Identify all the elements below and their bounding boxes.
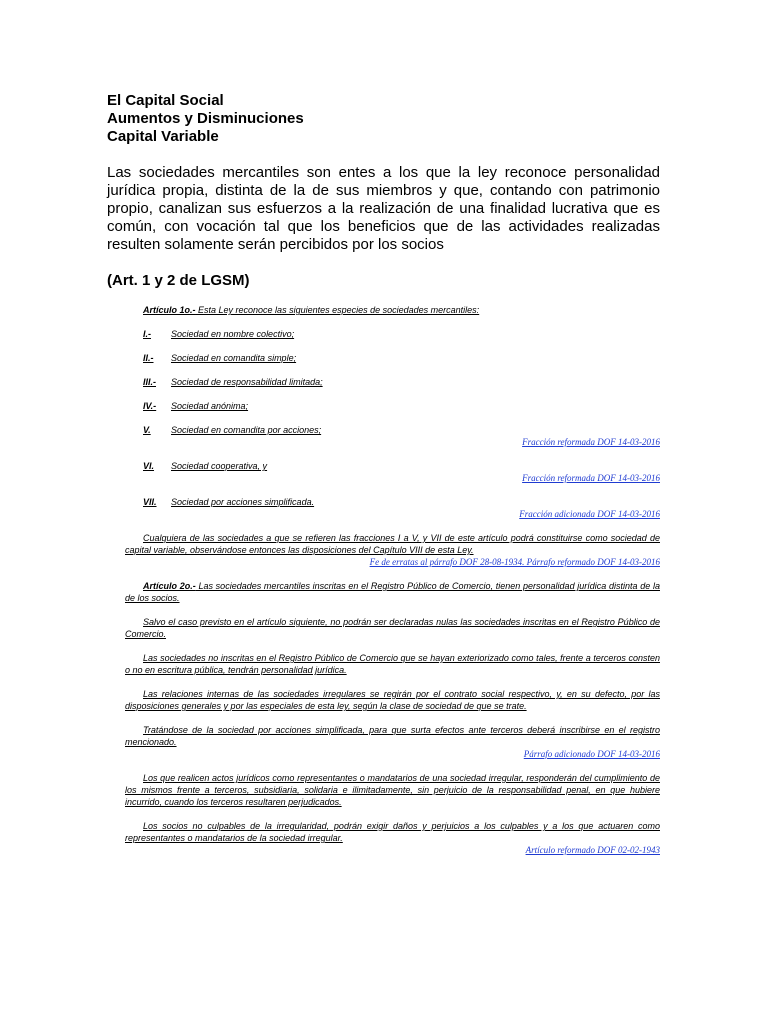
fraction-number: II.- — [143, 353, 154, 363]
paragraph-text: Las sociedades no inscritas en el Registro Público de Comercio que se hayan exteriorizado como tales, frente a terceros consten o no en escritura pública, tendrán personalidad jurídica. — [125, 653, 660, 675]
fraction-vii — [125, 496, 660, 508]
fraction-ii — [125, 352, 660, 364]
article-1-heading — [125, 304, 660, 316]
title-capital-variable: Capital Variable — [107, 128, 219, 145]
law-excerpt — [125, 304, 660, 856]
paragraph-salvo — [125, 616, 660, 640]
fraction-vi — [125, 460, 660, 472]
reform-link[interactable]: Fracción reformada DOF 14-03-2016 — [522, 473, 660, 483]
reform-link[interactable]: Fracción reformada DOF 14-03-2016 — [522, 437, 660, 447]
note-final[interactable] — [125, 844, 660, 856]
fraction-number: III.- — [143, 377, 156, 387]
paragraph-text: Las relaciones internas de las sociedades irregulares se regirán por el contrato social respectivo, y, en su defecto, por las disposiciones generales y por las especiales de esta ley, según la clase de sociedad de que se trate. — [125, 689, 660, 711]
fraction-number: IV.- — [143, 401, 157, 411]
paragraph-text: Tratándose de la sociedad por acciones simplificada, para que surta efectos ante terceros deberá inscribirse en el registro mencionado. — [125, 725, 660, 747]
article-2-text: Las sociedades mercantiles inscritas en el Registro Público de Comercio, tienen personalidad jurídica distinta de la de los socios. — [125, 581, 660, 603]
fraction-iii — [125, 376, 660, 388]
note-fraction-vii[interactable] — [125, 508, 660, 520]
note-tratandose[interactable] — [125, 748, 660, 760]
reform-link[interactable]: Párrafo adicionado DOF 14-03-2016 — [523, 749, 660, 759]
paragraph-text: Salvo el caso previsto en el artículo siguiente, no podrán ser declaradas nulas las sociedades inscritas en el Registro Público de Comercio. — [125, 617, 660, 639]
reform-link[interactable]: Artículo reformado DOF 02-02-1943 — [525, 845, 660, 855]
title-capital-social: El Capital Social — [107, 92, 224, 109]
reform-link[interactable]: Fe de erratas al párrafo DOF 28-08-1934. Párrafo reformado DOF 14-03-2016 — [369, 557, 660, 567]
paragraph-socios — [125, 820, 660, 844]
article-1-title: Artículo 1o.- — [143, 305, 196, 315]
intro-paragraph: Las sociedades mercantiles son entes a los que la ley reconoce personalidad jurídica propia, distinta de la de sus miembros y que, contando con patrimonio propio, canalizan sus esfuerzos a la realización de una finalidad lucrativa que es común, con vocación tal que los beneficios que de las actividades realizadas resulten solamente serán percibidos por los socios — [107, 164, 660, 253]
fraction-v — [125, 424, 660, 436]
fraction-text: Sociedad en comandita simple; — [171, 353, 297, 363]
reform-link[interactable]: Fracción adicionada DOF 14-03-2016 — [519, 509, 660, 519]
paragraph-realicen — [125, 772, 660, 808]
document-body — [107, 92, 660, 290]
fraction-text: Sociedad por acciones simplificada. — [171, 497, 315, 507]
fraction-number: VI. — [143, 461, 155, 471]
fraction-text: Sociedad cooperativa, y — [171, 461, 268, 471]
fraction-text: Sociedad en nombre colectivo; — [171, 329, 295, 339]
paragraph-text: Cualquiera de las sociedades a que se refieren las fracciones I a V, y VII de este artículo podrá constituirse como sociedad de capital variable, observándose entonces las disposiciones del Capítulo VIII de esta Ley. — [125, 533, 660, 555]
paragraph-relaciones — [125, 688, 660, 712]
note-cualquiera[interactable] — [125, 556, 660, 568]
note-fraction-v[interactable] — [125, 436, 660, 448]
paragraph-tratandose — [125, 724, 660, 748]
paragraph-text: Los socios no culpables de la irregularidad, podrán exigir daños y perjuicios a los culpables y a los que actuaren como representantes o mandatarios de la sociedad irregular. — [125, 821, 660, 843]
fraction-number: I.- — [143, 329, 151, 339]
note-fraction-vi[interactable] — [125, 472, 660, 484]
fraction-i — [125, 328, 660, 340]
paragraph-text: Los que realicen actos jurídicos como representantes o mandatarios de una sociedad irregular, responderán del cumplimiento de los mismos frente a terceros, subsidiaria, solidaria e ilimitadamente, sin perjuicio de la responsabilidad penal, en que hubiere incurrido, cuando los terceros resultaren perjudicados. — [125, 773, 660, 807]
article-reference: (Art. 1 y 2 de LGSM) — [107, 272, 250, 289]
fraction-number: VII. — [143, 497, 157, 507]
title-aumentos: Aumentos y Disminuciones — [107, 110, 304, 127]
article-1-text: Esta Ley reconoce las siguientes especies de sociedades mercantiles: — [195, 305, 480, 315]
fraction-text: Sociedad de responsabilidad limitada; — [171, 377, 323, 387]
article-2-title: Artículo 2o.- — [143, 581, 196, 591]
fraction-number: V. — [143, 425, 151, 435]
fraction-iv — [125, 400, 660, 412]
fraction-text: Sociedad anónima; — [171, 401, 249, 411]
fraction-text: Sociedad en comandita por acciones; — [171, 425, 322, 435]
paragraph-no-inscritas — [125, 652, 660, 676]
article-2-paragraph — [125, 580, 660, 604]
paragraph-cualquiera — [125, 532, 660, 556]
